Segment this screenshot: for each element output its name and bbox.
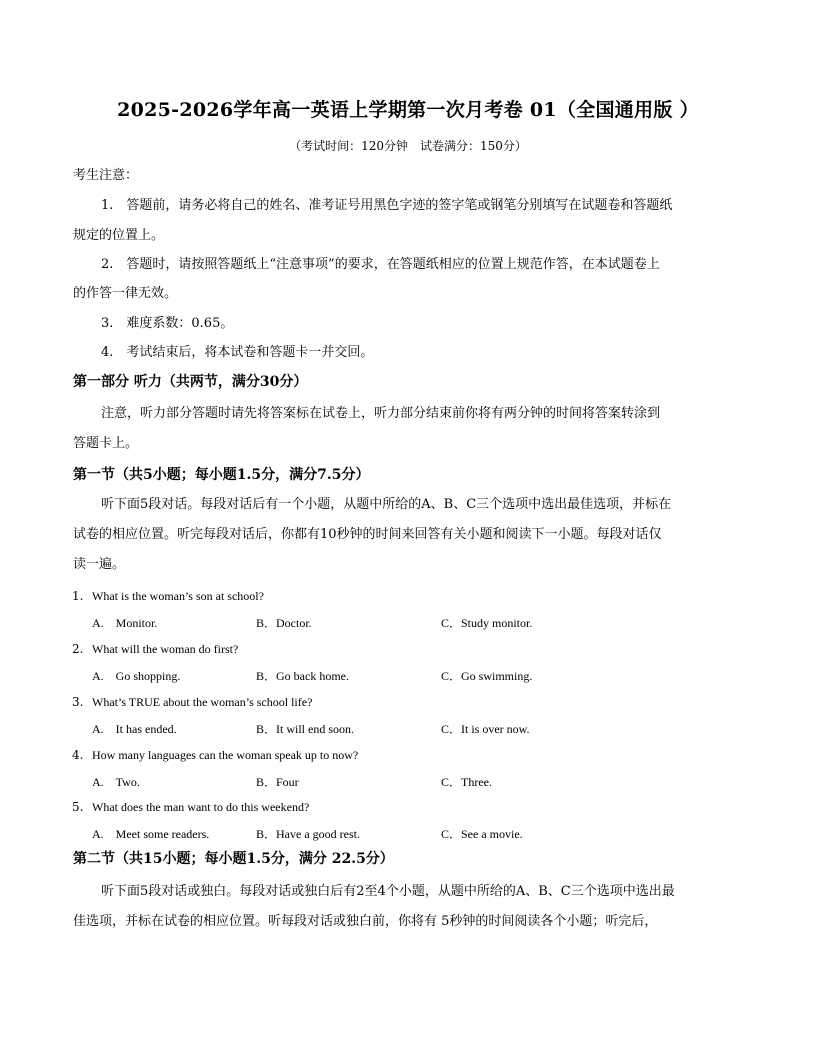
notice-item-4: 4. 考试结束后，将本试卷和答题卡一并交回。 [101, 345, 374, 360]
question-text: What is the woman’s son at school? [92, 589, 264, 603]
notice-item-2-line-2: 的作答一律无效。 [73, 286, 178, 301]
option-b: B．Doctor. [256, 616, 312, 630]
option-c: C．Go swimming. [441, 669, 533, 683]
notice-item-2-line-1: 2. 答题时，请按照答题纸上“注意事项”的要求，在答题纸相应的位置上规范作答，在本试题卷上 [101, 257, 660, 272]
option-a: A. Meet some readers. [92, 827, 210, 841]
question-number: 1. [72, 589, 84, 603]
section1-instruction-line-1: 听下面5段对话。每段对话后有一个小题，从题中所给的A、B、C三个选项中选出最佳选项，并标在 [101, 497, 672, 512]
option-b: B．Go back home. [256, 669, 349, 683]
notice-item-1-line-1: 1. 答题前，请务必将自己的姓名、准考证号用黑色字迹的签字笔或钢笔分别填写在试题卷和答题纸 [101, 198, 673, 213]
option-c: C．It is over now. [441, 722, 530, 736]
question-text: What’s TRUE about the woman’s school life? [92, 695, 313, 709]
section1-instruction-line-2: 试卷的相应位置。听完每段对话后，你都有10秒钟的时间来回答有关小题和阅读下一小题。每段对话仅 [73, 527, 662, 542]
option-b: B．Four [256, 775, 299, 789]
notice-item-3: 3. 难度系数：0.65。 [101, 316, 234, 331]
exam-title: 2025-2026学年高一英语上学期第一次月考卷 01（全国通用版 ） [117, 99, 699, 121]
option-a: A. Two. [92, 775, 140, 789]
notice-item-1-line-2: 规定的位置上。 [73, 228, 165, 243]
section2-heading: 第二节（共15小题；每小题1.5分，满分 22.5分） [73, 851, 394, 867]
part1-heading: 第一部分 听力（共两节，满分30分） [73, 374, 308, 390]
part1-note-line-2: 答题卡上。 [73, 436, 139, 451]
question-number: 4. [72, 748, 84, 762]
option-c: C．Study monitor. [441, 616, 533, 630]
exam-subtitle: （考试时间：120分钟 试卷满分：150分） [289, 139, 527, 153]
option-b: B．It will end soon. [256, 722, 354, 736]
question-number: 2. [72, 642, 84, 656]
question-text: How many languages can the woman speak up to now? [92, 748, 359, 762]
question-number: 3. [72, 695, 84, 709]
option-a: A. Go shopping. [92, 669, 181, 683]
option-c: C．See a movie. [441, 827, 523, 841]
section2-instruction-line-2: 佳选项，并标在试卷的相应位置。听每段对话或独白前，你将有 5秒钟的时间阅读各个小题；听完后， [73, 914, 658, 929]
notice-heading: 考生注意： [73, 168, 139, 183]
option-c: C．Three. [441, 775, 492, 789]
option-a: A. It has ended. [92, 722, 177, 736]
question-text: What will the woman do first? [92, 642, 239, 656]
question-text: What does the man want to do this weekend? [92, 800, 310, 814]
question-number: 5. [72, 800, 84, 814]
section1-heading: 第一节（共5小题；每小题1.5分，满分7.5分） [73, 467, 370, 483]
option-b: B．Have a good rest. [256, 827, 360, 841]
section1-instruction-line-3: 读一遍。 [73, 557, 126, 572]
part1-note-line-1: 注意，听力部分答题时请先将答案标在试卷上，听力部分结束前你将有两分钟的时间将答案转涂到 [101, 406, 661, 421]
section2-instruction-line-1: 听下面5段对话或独白。每段对话或独白后有2至4个小题，从题中所给的A、B、C三个选项中选出最 [101, 884, 675, 899]
option-a: A. Monitor. [92, 616, 158, 630]
